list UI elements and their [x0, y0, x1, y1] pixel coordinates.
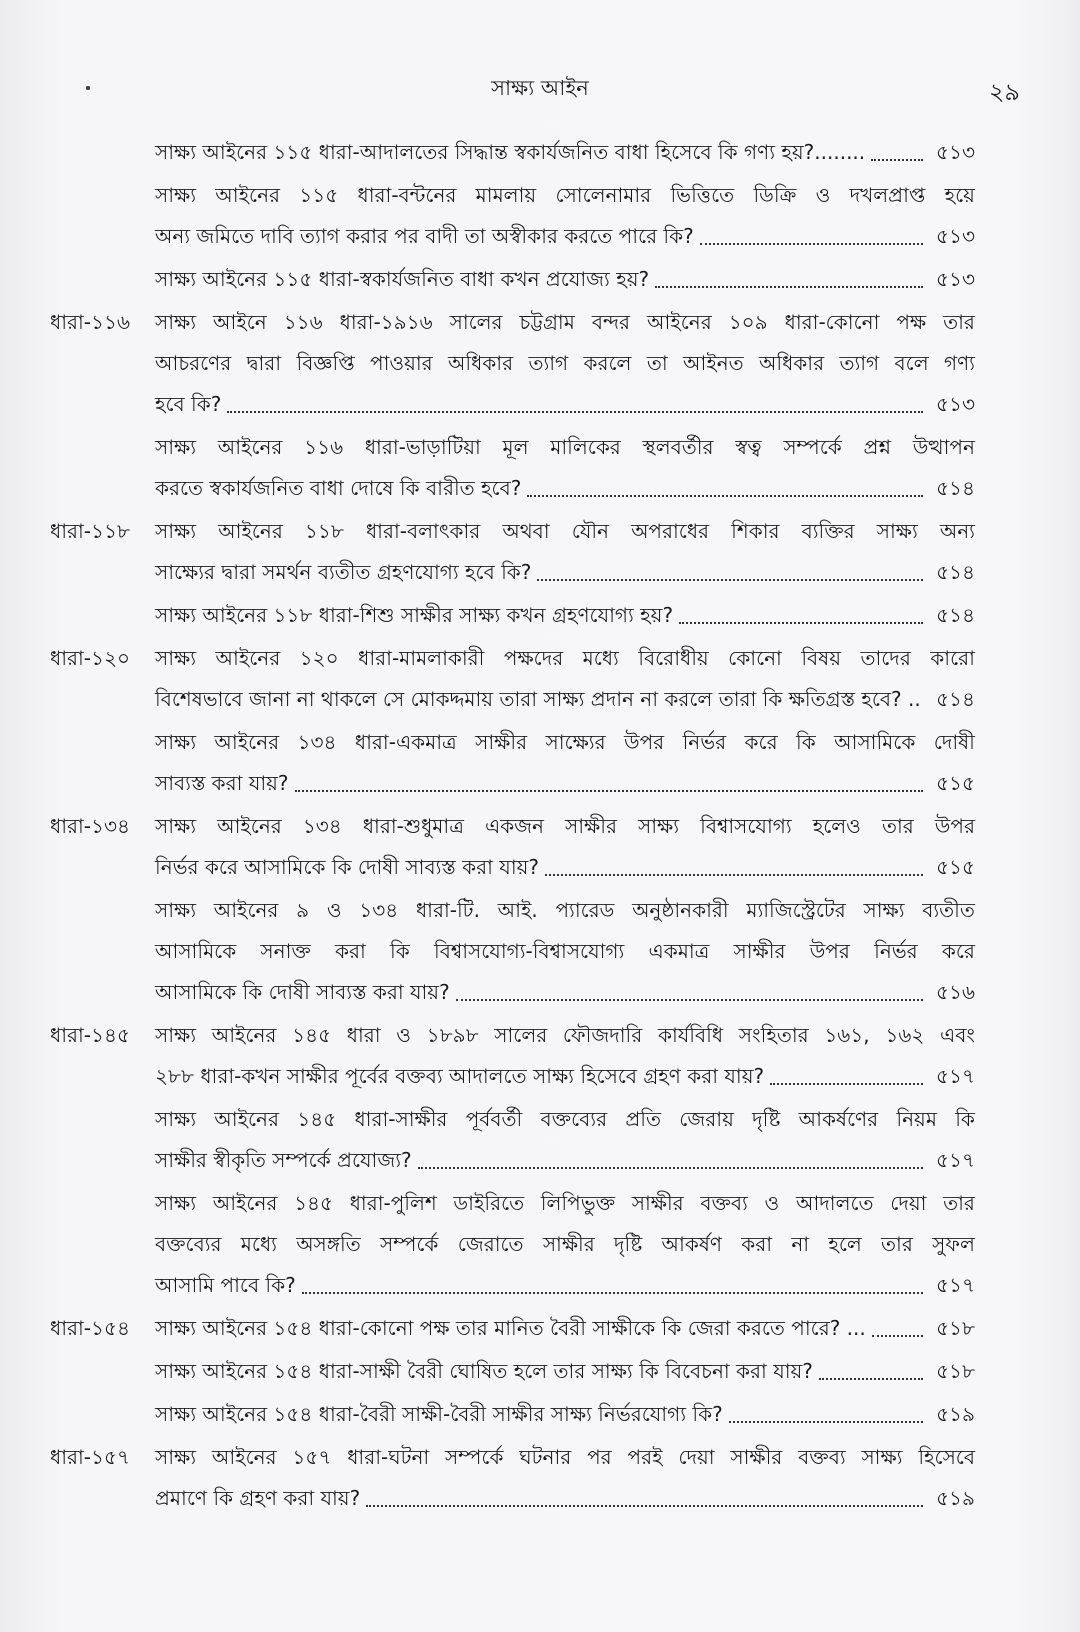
entry-line: [155, 806, 975, 847]
entry-page-number: ৫১৭: [936, 1064, 975, 1088]
dot-leader: [655, 259, 923, 288]
entry-line-text: নির্ভর করে আসামিকে কি দোষী সাব্যস্ত করা যায়?: [155, 855, 540, 879]
dot-leader: [366, 1478, 923, 1507]
entry-line: [155, 1437, 975, 1478]
entry-line-text: সাব্যস্ত করা যায়?: [155, 771, 289, 795]
entry-text: [155, 1351, 975, 1392]
dot-leader: [871, 132, 923, 161]
entry-line: [155, 1351, 975, 1392]
entry-line: [155, 763, 975, 804]
entry-line-text: সাক্ষ্য আইনের ১১৫ ধারা-আদালতের সিদ্ধান্ত স্বকার্যজনিত বাধা হিসেবে কি গণ্য হয়?........: [155, 140, 866, 164]
toc-entry: [0, 595, 1080, 636]
entry-line: [155, 132, 975, 173]
entry-line-text: প্রমাণে কি গ্রহণ করা যায়?: [155, 1486, 361, 1510]
dot-leader: [700, 216, 923, 245]
dot-leader: [872, 1308, 923, 1337]
entry-text: [155, 175, 975, 257]
entry-line-text: সাক্ষীর স্বীকৃতি সম্পর্কে প্রযোজ্য?: [155, 1148, 412, 1172]
entry-line: [155, 972, 975, 1013]
entry-line: [155, 890, 975, 931]
entry-line-text: বক্তব্যের মধ্যে অসঙ্গতি সম্পর্কে জেরাতে সাক্ষীর দৃষ্টি আকর্ষণ করা না হলে তার সুফল: [155, 1232, 975, 1256]
entry-line-text: সাক্ষ্য আইনে ১১৬ ধারা-১৯১৬ সালের চট্টগ্রাম বন্দর আইনের ১০৯ ধারা-কোনো পক্ষ তার: [155, 310, 975, 334]
entry-line-text: সাক্ষ্য আইনের ১২০ ধারা-মামলাকারী পক্ষদের মধ্যে বিরোধীয় কোনো বিষয় তাদের কারো: [155, 646, 975, 670]
page-number: ২৯: [988, 78, 1020, 106]
entry-line: [155, 468, 975, 509]
entry-line-text: আচরণের দ্বারা বিজ্ঞপ্তি পাওয়ার অধিকার ত্যাগ করলে তা আইনত অধিকার ত্যাগ বলে গণ্য: [155, 351, 975, 375]
table-of-contents: [0, 132, 1080, 1521]
entry-line: [155, 1478, 975, 1519]
entry-line: [155, 1056, 975, 1097]
entry-line: [155, 552, 975, 593]
entry-line-text: সাক্ষ্য আইনের ১৪৫ ধারা-সাক্ষীর পূর্ববর্তী বক্তব্যের প্রতি জেরায় দৃষ্টি আকর্ষণের নিয়ম কি: [155, 1107, 975, 1131]
toc-entry: [0, 806, 1080, 888]
section-label: ধারা-১১৬: [50, 310, 130, 334]
running-title: সাক্ষ্য আইন: [491, 76, 589, 100]
toc-entry: [0, 1183, 1080, 1306]
entry-page-number: ৫১৪: [936, 560, 975, 584]
entry-text: [155, 722, 975, 804]
entry-line: [155, 1394, 975, 1435]
dot-leader: [227, 384, 923, 413]
entry-page-number: ৫১৫: [936, 855, 975, 879]
entry-text: [155, 1099, 975, 1181]
entry-page-number: ৫১৩: [936, 267, 975, 291]
entry-line: [155, 638, 975, 679]
entry-line-text: সাক্ষ্য আইনের ১১৬ ধারা-ভাড়াটিয়া মূল মালিকের স্থলবর্তীর স্বত্ব সম্পর্কে প্রশ্ন উত্থাপন: [155, 435, 975, 459]
entry-line: [155, 259, 975, 300]
entry-line-text: হবে কি?: [155, 392, 222, 416]
entry-line: [155, 343, 975, 384]
entry-page-number: ৫১৩: [936, 224, 975, 248]
entry-line: [155, 1140, 975, 1181]
toc-entry: [0, 132, 1080, 173]
toc-entry: [0, 175, 1080, 257]
entry-text: [155, 511, 975, 593]
dot-leader: [302, 1265, 923, 1294]
entry-text: [155, 1015, 975, 1097]
entry-text: [155, 259, 975, 300]
toc-entry: [0, 1099, 1080, 1181]
entry-line: [155, 1224, 975, 1265]
entry-text: [155, 638, 975, 720]
entry-line-text: করতে স্বকার্যজনিত বাধা দোষে কি বারীত হবে?: [155, 476, 522, 500]
dot-leader: [679, 595, 923, 624]
entry-line: [155, 302, 975, 343]
section-label: ধারা-১২০: [50, 646, 131, 670]
entry-text: [155, 890, 975, 1013]
entry-page-number: ৫১৮: [936, 1359, 975, 1383]
entry-page-number: ৫১৭: [936, 1273, 975, 1297]
toc-entry: [0, 427, 1080, 509]
toc-entry: [0, 302, 1080, 425]
entry-line-text: সাক্ষ্য আইনের ১৫৪ ধারা-বৈরী সাক্ষী-বৈরী সাক্ষীর সাক্ষ্য নির্ভরযোগ্য কি?: [155, 1402, 723, 1426]
dot-leader: [418, 1140, 923, 1169]
entry-line-text: অন্য জমিতে দাবি ত্যাগ করার পর বাদী তা অস্বীকার করতে পারে কি?: [155, 224, 694, 248]
entry-page-number: ৫১৫: [936, 771, 975, 795]
entry-line-text: সাক্ষ্য আইনের ১৫৭ ধারা-ঘটনা সম্পর্কে ঘটনার পর পরই দেয়া সাক্ষীর বক্তব্য সাক্ষ্য হিসেবে: [155, 1445, 975, 1469]
entry-line-text: সাক্ষ্য আইনের ১৪৫ ধারা ও ১৮৯৮ সালের ফৌজদারি কার্যবিধি সংহিতার ১৬১, ১৬২ এবং: [155, 1023, 975, 1047]
entry-text: [155, 1394, 975, 1435]
toc-entry: [0, 511, 1080, 593]
dot-leader: [456, 972, 923, 1001]
entry-text: [155, 1308, 975, 1349]
toc-entry: [0, 1308, 1080, 1349]
dot-leader: [295, 763, 923, 792]
entry-page-number: ৫১৯: [936, 1402, 975, 1426]
entry-page-number: ৫১৮: [936, 1316, 975, 1340]
section-label: ধারা-১৫৪: [50, 1316, 130, 1340]
entry-page-number: ৫১৯: [936, 1486, 975, 1510]
entry-line: [155, 1099, 975, 1140]
toc-entry: [0, 890, 1080, 1013]
toc-entry: [0, 638, 1080, 720]
entry-line: [155, 1308, 975, 1349]
entry-line: [155, 847, 975, 888]
entry-text: [155, 806, 975, 888]
entry-line-text: সাক্ষ্য আইনের ১৩৪ ধারা-একমাত্র সাক্ষীর সাক্ষ্যের উপর নির্ভর করে কি আসামিকে দোষী: [155, 730, 975, 754]
entry-text: [155, 302, 975, 425]
entry-line-text: সাক্ষ্য আইনের ১১৮ ধারা-শিশু সাক্ষীর সাক্ষ্য কখন গ্রহণযোগ্য হয়?: [155, 603, 674, 627]
toc-entry: [0, 1437, 1080, 1519]
entry-page-number: ৫১৪: [936, 603, 975, 627]
entry-line: [155, 1015, 975, 1056]
entry-line: [155, 931, 975, 972]
entry-line-text: সাক্ষ্য আইনের ১১৫ ধারা-স্বকার্যজনিত বাধা কখন প্রযোজ্য হয়?: [155, 267, 650, 291]
entry-line: [155, 384, 975, 425]
section-label: ধারা-১৪৫: [50, 1023, 130, 1047]
dot-leader: [819, 1351, 923, 1380]
entry-line-text: সাক্ষ্য আইনের ১৫৪ ধারা-সাক্ষী বৈরী ঘোষিত হলে তার সাক্ষ্য কি বিবেচনা করা যায়?: [155, 1359, 813, 1383]
entry-page-number: ৫১৪: [936, 687, 975, 711]
entry-line: [155, 679, 975, 720]
entry-line: [155, 1183, 975, 1224]
dot-leader: [527, 468, 923, 497]
entry-line-text: সাক্ষ্যের দ্বারা সমর্থন ব্যতীত গ্রহণযোগ্য হবে কি?: [155, 560, 532, 584]
dot-leader: [729, 1394, 923, 1423]
entry-text: [155, 132, 975, 173]
entry-line: [155, 511, 975, 552]
entry-line-text: সাক্ষ্য আইনের ১৪৫ ধারা-পুলিশ ডাইরিতে লিপিভুক্ত সাক্ষীর বক্তব্য ও আদালতে দেয়া তার: [155, 1191, 975, 1215]
entry-line-text: সাক্ষ্য আইনের ১৫৪ ধারা-কোনো পক্ষ তার মানিত বৈরী সাক্ষীকে কি জেরা করতে পারে? ...: [155, 1316, 866, 1340]
dot-leader: [545, 847, 923, 876]
entry-page-number: ৫১৩: [936, 392, 975, 416]
section-label: ধারা-১১৮: [50, 519, 130, 543]
toc-entry: [0, 1351, 1080, 1392]
entry-text: [155, 1183, 975, 1306]
section-label: ধারা-১৫৭: [50, 1445, 130, 1469]
entry-line-text: সাক্ষ্য আইনের ৯ ও ১৩৪ ধারা-টি. আই. প্যারেড অনুষ্ঠানকারী ম্যাজিস্ট্রেটের সাক্ষ্য ব্যতীত: [155, 898, 975, 922]
entry-line-text: বিশেষভাবে জানা না থাকলে সে মোকদ্দমায় তারা সাক্ষ্য প্রদান না করলে তারা কি ক্ষতিগ্রস্ত হবে? ..: [155, 687, 921, 711]
toc-entry: [0, 1394, 1080, 1435]
entry-text: [155, 1437, 975, 1519]
entry-page-number: ৫১৪: [936, 476, 975, 500]
entry-line: [155, 427, 975, 468]
entry-line: [155, 175, 975, 216]
toc-entry: [0, 259, 1080, 300]
entry-line-text: আসামিকে কি দোষী সাব্যস্ত করা যায়?: [155, 980, 450, 1004]
entry-line: [155, 722, 975, 763]
entry-line-text: সাক্ষ্য আইনের ১১৮ ধারা-বলাৎকার অথবা যৌন অপরাধের শিকার ব্যক্তির সাক্ষ্য অন্য: [155, 519, 975, 543]
entry-line-text: ২৮৮ ধারা-কখন সাক্ষীর পূর্বের বক্তব্য আদালতে সাক্ষ্য হিসেবে গ্রহণ করা যায়?: [155, 1064, 765, 1088]
entry-line-text: সাক্ষ্য আইনের ১১৫ ধারা-বন্টনের মামলায় সোলেনামার ভিত্তিতে ডিক্রি ও দখলপ্রাপ্ত হয়ে: [155, 183, 975, 207]
section-label: ধারা-১৩৪: [50, 814, 130, 838]
dot-leader: [770, 1056, 923, 1085]
entry-line-text: আসামি পাবে কি?: [155, 1273, 296, 1297]
entry-text: [155, 427, 975, 509]
entry-line: [155, 1265, 975, 1306]
toc-entry: [0, 722, 1080, 804]
page-header: [0, 70, 1080, 110]
dot-leader: [537, 552, 923, 581]
toc-entry: [0, 1015, 1080, 1097]
entry-text: [155, 595, 975, 636]
entry-line: [155, 595, 975, 636]
entry-page-number: ৫১৬: [936, 980, 975, 1004]
entry-line-text: সাক্ষ্য আইনের ১৩৪ ধারা-শুধুমাত্র একজন সাক্ষীর সাক্ষ্য বিশ্বাসযোগ্য হলেও তার উপর: [155, 814, 975, 838]
entry-page-number: ৫১৩: [936, 140, 975, 164]
entry-line-text: আসামিকে সনাক্ত করা কি বিশ্বাসযোগ্য-বিশ্বাসযোগ্য একমাত্র সাক্ষীর উপর নির্ভর করে: [155, 939, 975, 963]
entry-page-number: ৫১৭: [936, 1148, 975, 1172]
entry-line: [155, 216, 975, 257]
